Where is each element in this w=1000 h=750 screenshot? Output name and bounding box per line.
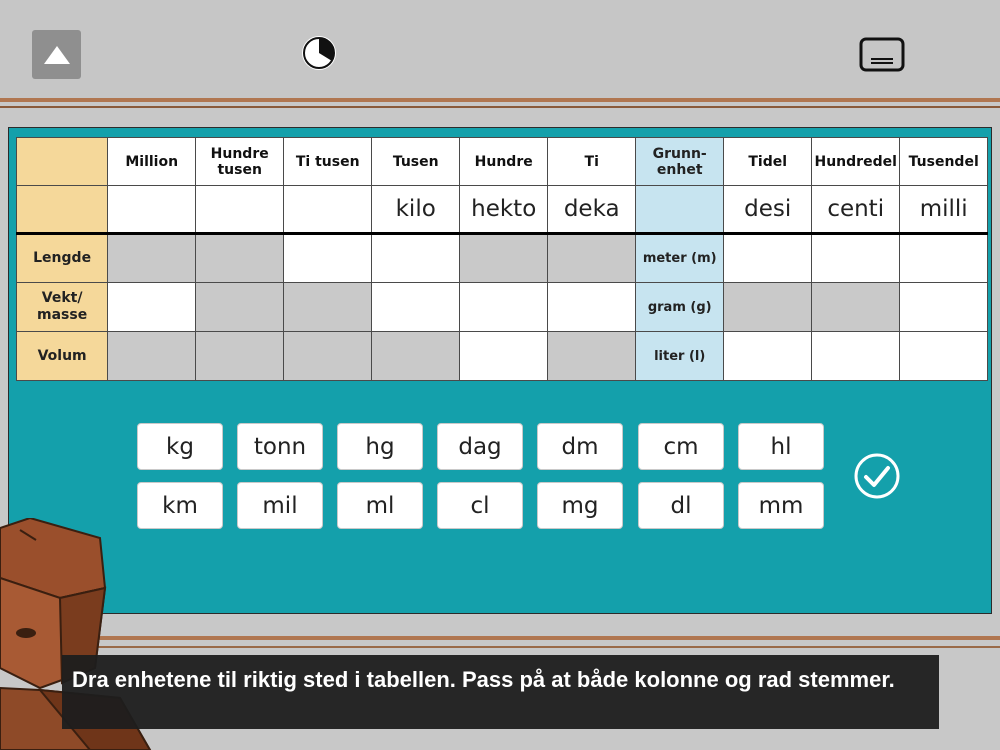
unit-tile-kg[interactable]: kg bbox=[137, 423, 223, 470]
unit-tile-km[interactable]: km bbox=[137, 482, 223, 529]
header-grunnenhet: Grunn-enhet bbox=[636, 138, 724, 186]
unit-tile-dl[interactable]: dl bbox=[638, 482, 724, 529]
check-circle-icon[interactable] bbox=[853, 452, 901, 500]
unit-tile-mg[interactable]: mg bbox=[537, 482, 623, 529]
pie-timer-icon bbox=[301, 35, 337, 71]
menu-toggle-button[interactable] bbox=[32, 30, 81, 79]
header-million: Million bbox=[108, 138, 196, 186]
row-label-vekt: Vekt/ masse bbox=[17, 283, 108, 332]
prefix-deka: deka bbox=[548, 186, 636, 234]
drop-cell[interactable] bbox=[900, 283, 988, 332]
disabled-cell bbox=[548, 234, 636, 283]
header-hundredel: Hundredel bbox=[812, 138, 900, 186]
header-tidel: Tidel bbox=[724, 138, 812, 186]
disabled-cell bbox=[196, 283, 284, 332]
drop-cell[interactable] bbox=[372, 283, 460, 332]
unit-tile-hg[interactable]: hg bbox=[337, 423, 423, 470]
drop-cell[interactable] bbox=[900, 234, 988, 283]
drop-cell[interactable] bbox=[284, 234, 372, 283]
drop-cell[interactable] bbox=[724, 234, 812, 283]
unit-tile-cl[interactable]: cl bbox=[437, 482, 523, 529]
triangle-up-icon bbox=[42, 44, 72, 66]
base-unit-gram: gram (g) bbox=[636, 283, 724, 332]
drop-cell[interactable] bbox=[812, 332, 900, 381]
prefix-base bbox=[636, 186, 724, 234]
unit-tile-mil[interactable]: mil bbox=[237, 482, 323, 529]
prefix-centi: centi bbox=[812, 186, 900, 234]
header-ti-tusen: Ti tusen bbox=[284, 138, 372, 186]
top-rail-thin bbox=[0, 106, 1000, 108]
header-hundre: Hundre bbox=[460, 138, 548, 186]
drop-cell[interactable] bbox=[108, 283, 196, 332]
disabled-cell bbox=[284, 332, 372, 381]
instruction-caption: Dra enhetene til riktig sted i tabellen. Pass på at både kolonne og rad stemmer. bbox=[62, 655, 939, 729]
drop-cell[interactable] bbox=[460, 332, 548, 381]
unit-tile-cm[interactable]: cm bbox=[638, 423, 724, 470]
unit-tile-hl[interactable]: hl bbox=[738, 423, 824, 470]
row-label-volum: Volum bbox=[17, 332, 108, 381]
disabled-cell bbox=[460, 234, 548, 283]
drop-cell[interactable] bbox=[460, 283, 548, 332]
base-unit-liter: liter (l) bbox=[636, 332, 724, 381]
prefix-milli: milli bbox=[900, 186, 988, 234]
subtitles-icon[interactable] bbox=[859, 37, 905, 72]
prefix-kilo: kilo bbox=[372, 186, 460, 234]
unit-tile-ml[interactable]: ml bbox=[337, 482, 423, 529]
header-ti: Ti bbox=[548, 138, 636, 186]
top-toolbar bbox=[0, 0, 1000, 98]
disabled-cell bbox=[548, 332, 636, 381]
prefix-desi: desi bbox=[724, 186, 812, 234]
row-label-lengde: Lengde bbox=[17, 234, 108, 283]
corner-cell bbox=[17, 138, 108, 186]
drop-cell[interactable] bbox=[724, 332, 812, 381]
prefix-corner bbox=[17, 186, 108, 234]
disabled-cell bbox=[196, 234, 284, 283]
disabled-cell bbox=[196, 332, 284, 381]
disabled-cell bbox=[724, 283, 812, 332]
drop-cell[interactable] bbox=[372, 234, 460, 283]
disabled-cell bbox=[372, 332, 460, 381]
prefix-cell bbox=[284, 186, 372, 234]
base-unit-meter: meter (m) bbox=[636, 234, 724, 283]
disabled-cell bbox=[108, 332, 196, 381]
prefix-hekto: hekto bbox=[460, 186, 548, 234]
header-tusen: Tusen bbox=[372, 138, 460, 186]
header-tusendel: Tusendel bbox=[900, 138, 988, 186]
unit-table bbox=[16, 137, 988, 381]
drop-cell[interactable] bbox=[548, 283, 636, 332]
prefix-cell bbox=[108, 186, 196, 234]
disabled-cell bbox=[284, 283, 372, 332]
disabled-cell bbox=[108, 234, 196, 283]
unit-tile-tonn[interactable]: tonn bbox=[237, 423, 323, 470]
unit-tile-dag[interactable]: dag bbox=[437, 423, 523, 470]
unit-tile-mm[interactable]: mm bbox=[738, 482, 824, 529]
unit-tile-dm[interactable]: dm bbox=[537, 423, 623, 470]
top-rail bbox=[0, 98, 1000, 102]
prefix-cell bbox=[196, 186, 284, 234]
header-hundre-tusen: Hundre tusen bbox=[196, 138, 284, 186]
drop-cell[interactable] bbox=[812, 234, 900, 283]
drop-cell[interactable] bbox=[900, 332, 988, 381]
disabled-cell bbox=[812, 283, 900, 332]
